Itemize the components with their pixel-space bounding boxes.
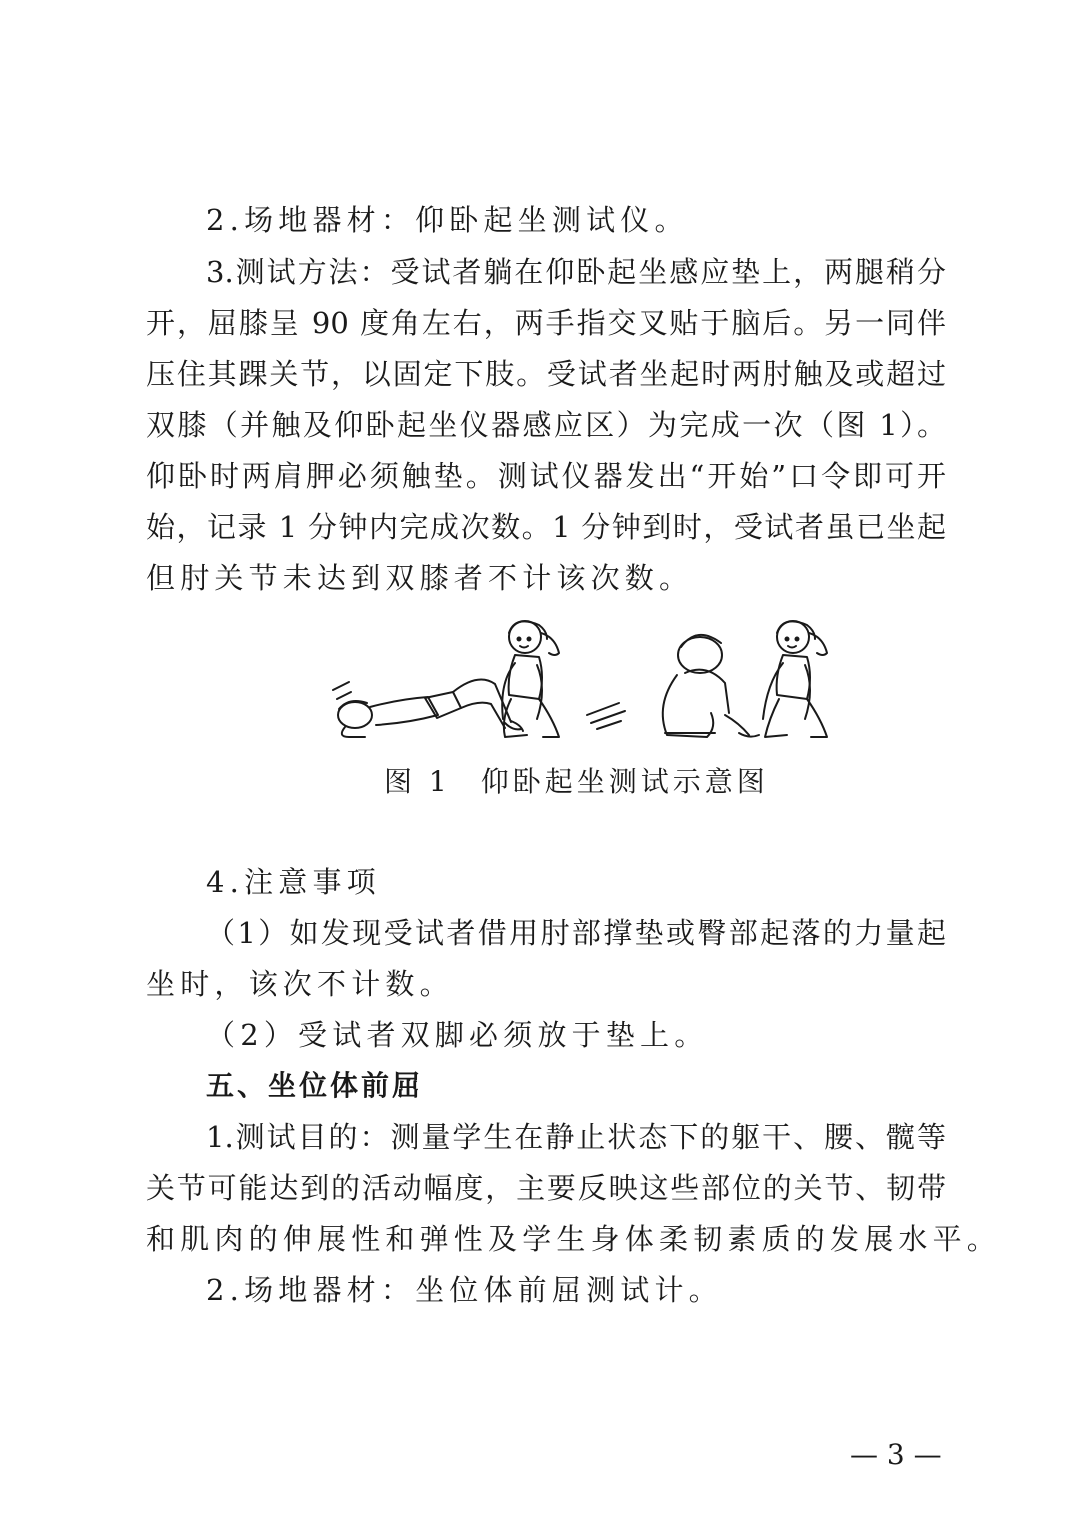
method-line-6: 始，记录 1 分钟内完成次数。1 分钟到时，受试者虽已坐起 xyxy=(146,510,946,544)
figure-caption-number: 图 1 xyxy=(384,765,451,798)
page-number: — 3 — xyxy=(850,1438,942,1471)
section-heading: 五、坐位体前屈 xyxy=(206,1069,424,1102)
lying-student-drawing xyxy=(333,680,523,738)
purpose-line-2: 关节可能达到的活动幅度，主要反映这些部位的关节、韧带 xyxy=(146,1171,946,1205)
method-line-4: 双膝（并触及仰卧起坐仪器感应区）为完成一次（图 1）。 xyxy=(146,408,946,442)
equipment-line-2: 2.场地器材：坐位体前屈测试计。 xyxy=(206,1273,723,1307)
figure-caption xyxy=(384,762,769,802)
figure-caption-text: 仰卧起坐测试示意图 xyxy=(480,765,769,798)
notes-title: 4.注意事项 xyxy=(206,865,381,899)
purpose-line-1: 1.测试目的：测量学生在静止状态下的躯干、腰、髋等 xyxy=(206,1120,946,1154)
method-line-3: 压住其踝关节，以固定下肢。受试者坐起时两肘触及或超过 xyxy=(146,357,946,391)
method-line-1: 3.测试方法：受试者躺在仰卧起坐感应垫上，两腿稍分 xyxy=(206,255,946,289)
speed-lines-drawing xyxy=(587,703,625,729)
method-line-5: 仰卧时两肩胛必须触垫。测试仪器发出“开始”口令即可开 xyxy=(146,459,946,493)
method-line-2: 开，屈膝呈 90 度角左右，两手指交叉贴于脑后。另一同伴 xyxy=(146,306,946,340)
equipment-line: 2.场地器材：仰卧起坐测试仪。 xyxy=(206,203,689,237)
helper-student-2-drawing xyxy=(763,621,827,737)
situp-illustration xyxy=(325,615,845,750)
note-2: （2）受试者双脚必须放于垫上。 xyxy=(206,1018,709,1052)
note-1-line-2: 坐时，该次不计数。 xyxy=(146,967,454,1001)
purpose-line-3: 和肌肉的伸展性和弹性及学生身体柔韧素质的发展水平。 xyxy=(146,1222,1002,1256)
sitting-up-student-drawing xyxy=(663,635,759,737)
method-line-7: 但肘关节未达到双膝者不计该次数。 xyxy=(146,561,694,595)
note-1-line-1: （1）如发现受试者借用肘部撑垫或臀部起落的力量起 xyxy=(206,916,946,950)
